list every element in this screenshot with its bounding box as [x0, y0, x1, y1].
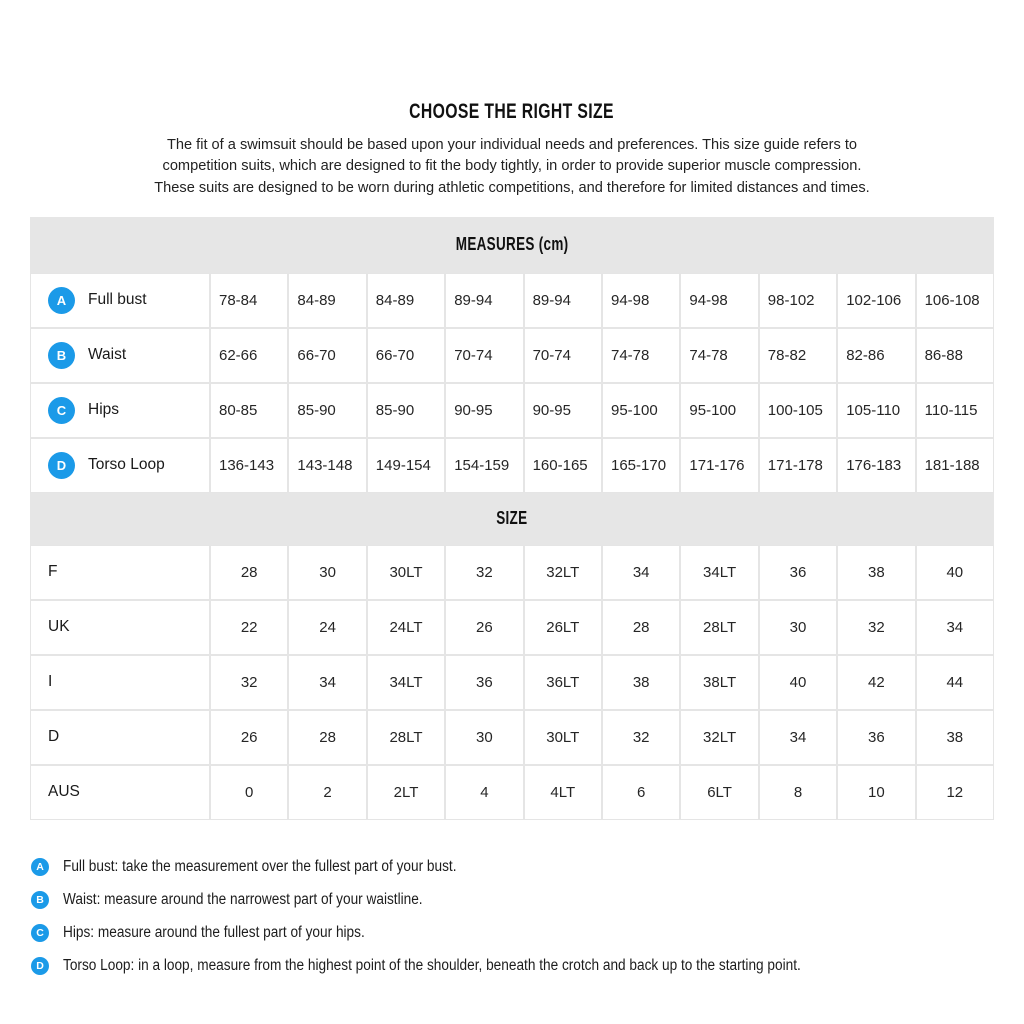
measure-value: 160-165 [524, 438, 602, 493]
measure-value: 74-78 [680, 328, 758, 383]
size-value: 26LT [524, 600, 602, 655]
badge-b: B [31, 891, 49, 909]
size-value: 40 [916, 545, 994, 600]
size-value: 36LT [524, 655, 602, 710]
size-value: 38 [916, 710, 994, 765]
size-value: 2 [288, 765, 366, 820]
measure-value: 84-89 [367, 273, 445, 328]
footnote-waist [31, 884, 1024, 917]
size-value: 10 [837, 765, 915, 820]
measure-value: 102-106 [837, 273, 915, 328]
size-value: 32LT [680, 710, 758, 765]
size-value: 8 [759, 765, 837, 820]
size-value: 44 [916, 655, 994, 710]
measure-label-text: Full bust [88, 291, 147, 309]
measure-value: 95-100 [680, 383, 758, 438]
size-row-i-label: I [30, 655, 210, 710]
footnote-torso-loop [31, 950, 1024, 983]
size-value: 28 [210, 545, 288, 600]
size-value: 32 [602, 710, 680, 765]
measure-value: 74-78 [602, 328, 680, 383]
measure-row-waist-label [30, 328, 210, 383]
footnote-text: Hips: measure around the fullest part of your hips. [63, 924, 365, 942]
footnote-text: Full bust: take the measurement over the fullest part of your bust. [63, 858, 457, 876]
size-value: 36 [759, 545, 837, 600]
measure-value: 85-90 [288, 383, 366, 438]
size-value: 32 [837, 600, 915, 655]
badge-b: B [48, 342, 75, 369]
footnote-full-bust [31, 851, 1024, 884]
intro-line: competition suits, which are designed to fit the body tightly, in order to provide superior muscle compression. [162, 158, 862, 175]
size-value: 28 [602, 600, 680, 655]
measure-value: 110-115 [916, 383, 994, 438]
size-value: 34 [602, 545, 680, 600]
page-title-text: CHOOSE THE RIGHT SIZE [409, 100, 615, 123]
measure-value: 80-85 [210, 383, 288, 438]
size-value: 34LT [680, 545, 758, 600]
measure-value: 98-102 [759, 273, 837, 328]
page-title [0, 0, 1024, 124]
size-value: 28LT [680, 600, 758, 655]
measure-value: 90-95 [445, 383, 523, 438]
size-value: 26 [210, 710, 288, 765]
size-value: 32LT [524, 545, 602, 600]
measures-header-band [30, 217, 994, 273]
size-header-band [30, 493, 994, 545]
measure-value: 66-70 [288, 328, 366, 383]
footnote-text: Waist: measure around the narrowest part of your waistline. [63, 891, 423, 909]
measure-value: 94-98 [680, 273, 758, 328]
size-value: 36 [445, 655, 523, 710]
size-value: 30 [445, 710, 523, 765]
intro-line: These suits are designed to be worn during athletic competitions, and therefore for limited distances and times. [154, 179, 870, 196]
size-value: 34 [288, 655, 366, 710]
size-value: 30 [288, 545, 366, 600]
measure-row-fullbust-label [30, 273, 210, 328]
badge-c: C [48, 397, 75, 424]
measure-value: 143-148 [288, 438, 366, 493]
measure-value: 90-95 [524, 383, 602, 438]
footnote-hips [31, 917, 1024, 950]
measure-value: 85-90 [367, 383, 445, 438]
size-value: 28 [288, 710, 366, 765]
size-value: 22 [210, 600, 288, 655]
badge-a: A [31, 858, 49, 876]
measure-value: 149-154 [367, 438, 445, 493]
measure-value: 176-183 [837, 438, 915, 493]
measure-value: 66-70 [367, 328, 445, 383]
badge-d: D [48, 452, 75, 479]
measures-grid [30, 273, 994, 493]
size-row-f-label: F [30, 545, 210, 600]
measure-label-text: Hips [88, 401, 120, 419]
measure-row-torso-label [30, 438, 210, 493]
measure-label-text: Torso Loop [88, 456, 165, 474]
size-value: 38 [837, 545, 915, 600]
size-value: 2LT [367, 765, 445, 820]
size-header-text: SIZE [496, 508, 528, 529]
size-value: 0 [210, 765, 288, 820]
measure-value: 94-98 [602, 273, 680, 328]
measurement-footnotes [31, 851, 1024, 983]
size-grid [30, 545, 994, 820]
size-value: 38 [602, 655, 680, 710]
size-value: 6LT [680, 765, 758, 820]
size-value: 30 [759, 600, 837, 655]
size-row-uk-label: UK [30, 600, 210, 655]
intro-line: The fit of a swimsuit should be based upon your individual needs and preferences. This size guide refers to [166, 137, 858, 153]
measure-value: 100-105 [759, 383, 837, 438]
measure-label-text: Waist [88, 346, 127, 364]
measure-value: 84-89 [288, 273, 366, 328]
size-value: 32 [445, 545, 523, 600]
measure-value: 89-94 [445, 273, 523, 328]
size-value: 28LT [367, 710, 445, 765]
measure-value: 165-170 [602, 438, 680, 493]
measure-value: 95-100 [602, 383, 680, 438]
size-value: 30LT [524, 710, 602, 765]
badge-a: A [48, 287, 75, 314]
size-value: 36 [837, 710, 915, 765]
measure-value: 86-88 [916, 328, 994, 383]
measure-value: 82-86 [837, 328, 915, 383]
size-value: 34 [759, 710, 837, 765]
size-value: 34LT [367, 655, 445, 710]
badge-d: D [31, 957, 49, 975]
size-value: 4LT [524, 765, 602, 820]
size-value: 34 [916, 600, 994, 655]
measure-value: 136-143 [210, 438, 288, 493]
measure-value: 78-82 [759, 328, 837, 383]
size-value: 4 [445, 765, 523, 820]
badge-c: C [31, 924, 49, 942]
measure-value: 70-74 [445, 328, 523, 383]
measure-value: 181-188 [916, 438, 994, 493]
size-value: 40 [759, 655, 837, 710]
measure-value: 70-74 [524, 328, 602, 383]
size-row-d-label: D [30, 710, 210, 765]
size-value: 12 [916, 765, 994, 820]
size-value: 6 [602, 765, 680, 820]
size-value: 32 [210, 655, 288, 710]
measure-value: 171-178 [759, 438, 837, 493]
measure-value: 171-176 [680, 438, 758, 493]
size-row-aus-label: AUS [30, 765, 210, 820]
size-value: 24LT [367, 600, 445, 655]
size-value: 38LT [680, 655, 758, 710]
measure-row-hips-label [30, 383, 210, 438]
footnote-text: Torso Loop: in a loop, measure from the highest point of the shoulder, beneath the crotch and back up to the starting point. [63, 957, 801, 975]
measure-value: 89-94 [524, 273, 602, 328]
size-value: 26 [445, 600, 523, 655]
measure-value: 62-66 [210, 328, 288, 383]
measures-header-text: MEASURES (cm) [455, 234, 569, 255]
intro-paragraph [0, 135, 1024, 199]
size-value: 42 [837, 655, 915, 710]
measure-value: 105-110 [837, 383, 915, 438]
size-guide-table [30, 217, 994, 820]
size-value: 24 [288, 600, 366, 655]
measure-value: 154-159 [445, 438, 523, 493]
measure-value: 106-108 [916, 273, 994, 328]
size-value: 30LT [367, 545, 445, 600]
measure-value: 78-84 [210, 273, 288, 328]
